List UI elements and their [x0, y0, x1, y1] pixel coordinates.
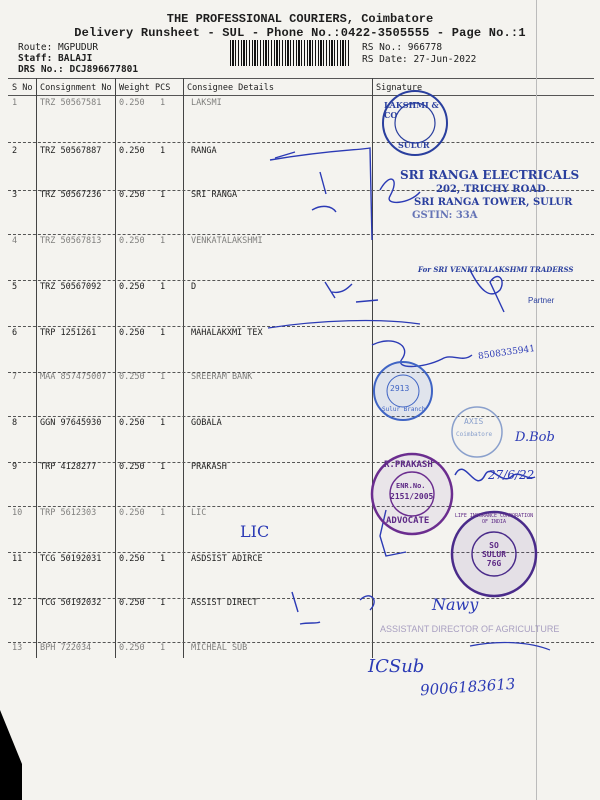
row-divider: [8, 142, 594, 143]
row-consignee: MICHEAL SUB: [191, 643, 248, 653]
bank-year: 2913: [390, 384, 410, 393]
row-consignment: TRZ 50567887: [40, 146, 102, 156]
row-weight: 0.250: [119, 282, 145, 292]
partner-stamp: Partner: [528, 296, 555, 305]
row-weight: 0.250: [119, 328, 145, 338]
row-pcs: 1: [160, 554, 166, 564]
row-sno: 6: [12, 328, 18, 338]
row-weight: 0.250: [119, 372, 145, 382]
row-sno: 1: [12, 98, 18, 108]
advocate-name: R.PRAKASH: [384, 460, 433, 470]
col-divider: [183, 78, 184, 658]
row-weight: 0.250: [119, 418, 145, 428]
row-consignee: LIC: [191, 508, 207, 518]
row-divider: [8, 416, 594, 417]
bank-branch: Sulur Branch: [382, 406, 426, 413]
row-sno: 5: [12, 282, 18, 292]
row-consignment: TRZ 50567236: [40, 190, 102, 200]
bank-stamp: [372, 360, 434, 422]
row-weight: 0.250: [119, 643, 145, 653]
staff-label: Staff: BALAJI: [18, 53, 93, 64]
gobala-signature: D.Bob: [515, 430, 555, 445]
row-weight: 0.250: [119, 554, 145, 564]
row-consignee: ASDSIST ADIRCE: [191, 554, 263, 564]
row-sno: 10: [12, 508, 23, 518]
row-divider: [8, 326, 594, 327]
row-consignee: SREERAM BANK: [191, 372, 253, 382]
lakshmi-top-text: LAKSHMI & CO: [384, 100, 439, 120]
row-consignment: TRP 5612303: [40, 508, 97, 518]
lic-ring-text: LIFE INSURANCE CORPORATION OF INDIA: [454, 513, 534, 525]
row-sno: 9: [12, 462, 18, 472]
col-header-sno: S No: [12, 83, 33, 93]
row-consignment: TRZ 50567092: [40, 282, 102, 292]
scan-shadow: [0, 710, 22, 800]
row-consignment: TRP 4128277: [40, 462, 97, 472]
nawy-handwriting: Nawy: [432, 595, 479, 614]
row-pcs: 1: [160, 190, 166, 200]
col-header-consignee: Consignee Details: [187, 83, 274, 93]
row-pcs: 1: [160, 372, 166, 382]
drs-number: DRS No.: DCJ896677801: [18, 64, 139, 75]
row-divider: [8, 642, 594, 643]
row-weight: 0.250: [119, 508, 145, 518]
axis-name: AXIS: [464, 417, 484, 426]
ranga-stamp-address: 202, TRICHY ROAD: [436, 184, 546, 195]
row-consignment: TCG 50192032: [40, 598, 102, 608]
row-sno: 12: [12, 598, 23, 608]
row-consignee: PRAKASH: [191, 462, 227, 472]
col-header-pcs: PCS: [155, 83, 171, 93]
row-consignee: ASSIST DIRECT: [191, 598, 258, 608]
row-pcs: 1: [160, 328, 166, 338]
advocate-enr-label: ENR.No.: [396, 482, 426, 490]
row-pcs: 1: [160, 643, 166, 653]
lakshmi-stamp: [380, 88, 450, 158]
row-pcs: 1: [160, 418, 166, 428]
row-weight: 0.250: [119, 98, 145, 108]
lic-handwriting: LIC: [240, 522, 270, 541]
page-edge-line: [536, 0, 537, 800]
row-consignment: TRP 1251261: [40, 328, 97, 338]
row-sno: 13: [12, 643, 23, 653]
row-pcs: 1: [160, 98, 166, 108]
barcode: [230, 40, 350, 66]
row-weight: 0.250: [119, 462, 145, 472]
runsheet-title: Delivery Runsheet - SUL - Phone No.:0422-3505555 - Page No.:1: [74, 26, 526, 40]
col-header-consignment: Consignment No: [40, 83, 112, 93]
company-title: THE PROFESSIONAL COURIERS, Coimbatore: [166, 12, 434, 26]
col-header-weight: Weight: [119, 83, 150, 93]
row-sno: 4: [12, 236, 18, 246]
col-divider: [36, 78, 37, 658]
row-consignment: TCG 50192031: [40, 554, 102, 564]
row-pcs: 1: [160, 236, 166, 246]
row-sno: 11: [12, 554, 23, 564]
row-divider: [8, 506, 594, 507]
row-consignee: RANGA: [191, 146, 217, 156]
col-divider: [115, 78, 116, 658]
row-weight: 0.250: [119, 598, 145, 608]
row-consignee: VENKATALAKSHMI: [191, 236, 263, 246]
row-sno: 3: [12, 190, 18, 200]
advocate-stamp: [370, 452, 454, 536]
row-weight: 0.250: [119, 146, 145, 156]
row-pcs: 1: [160, 462, 166, 472]
rs-date: RS Date: 27-Jun-2022: [362, 54, 477, 65]
row-weight: 0.250: [119, 190, 145, 200]
phone-handwriting: 8508335941: [477, 344, 536, 362]
row-divider: [8, 234, 594, 235]
header-rule-top: [8, 78, 594, 79]
row-pcs: 1: [160, 508, 166, 518]
row-consignment: GGN 97645930: [40, 418, 102, 428]
ranga-stamp-name: SRI RANGA ELECTRICALS: [400, 168, 580, 182]
lakshmi-bottom-text: SULUR: [398, 140, 430, 150]
row-consignee: GOBALA: [191, 418, 222, 428]
row-weight: 0.250: [119, 236, 145, 246]
row-sno: 2: [12, 146, 18, 156]
row-sno: 8: [12, 418, 18, 428]
col-header-signature: Signature: [376, 83, 423, 93]
axis-stamp: [450, 405, 504, 459]
advocate-title: ADVOCATE: [386, 516, 430, 526]
venkatalakshmi-stamp: For SRI VENKATALAKSHMI TRADERSS: [418, 265, 574, 274]
row-consignment: BPH 722034: [40, 643, 92, 653]
row-consignment: TRZ 50567813: [40, 236, 102, 246]
header-rule-bottom: [8, 95, 594, 96]
axis-sub: Coimbatore: [456, 431, 493, 438]
ranga-stamp-gstin: GSTIN: 33A: [412, 210, 478, 221]
lic-stamp: [450, 510, 538, 598]
rs-number: RS No.: 966778: [362, 42, 443, 53]
route-label: Route: MGPUDUR: [18, 42, 99, 53]
row-divider: [8, 280, 594, 281]
row-consignment: TRZ 50567581: [40, 98, 102, 108]
row-sno: 7: [12, 372, 18, 382]
ic-handwriting: ICSub: [368, 656, 425, 677]
row-pcs: 1: [160, 282, 166, 292]
row-consignee: MAHALAKXMI TEX: [191, 328, 263, 338]
row-consignee: LAKSMI: [191, 98, 222, 108]
prakash-date: 27/6/22: [488, 468, 535, 482]
row-consignment: MAA 857475007: [40, 372, 107, 382]
ic-number-handwriting: 9006183613: [419, 674, 516, 700]
lic-code: SO SULUR 76G: [481, 541, 507, 568]
row-consignee: D: [191, 282, 197, 292]
row-consignee: SRI RANGA: [191, 190, 238, 200]
row-pcs: 1: [160, 146, 166, 156]
ranga-stamp-address: SRI RANGA TOWER, SULUR: [414, 197, 573, 208]
advocate-enr: 2151/2005: [390, 492, 434, 501]
agri-stamp: ASSISTANT DIRECTOR OF AGRICULTURE: [380, 624, 560, 634]
row-pcs: 1: [160, 598, 166, 608]
